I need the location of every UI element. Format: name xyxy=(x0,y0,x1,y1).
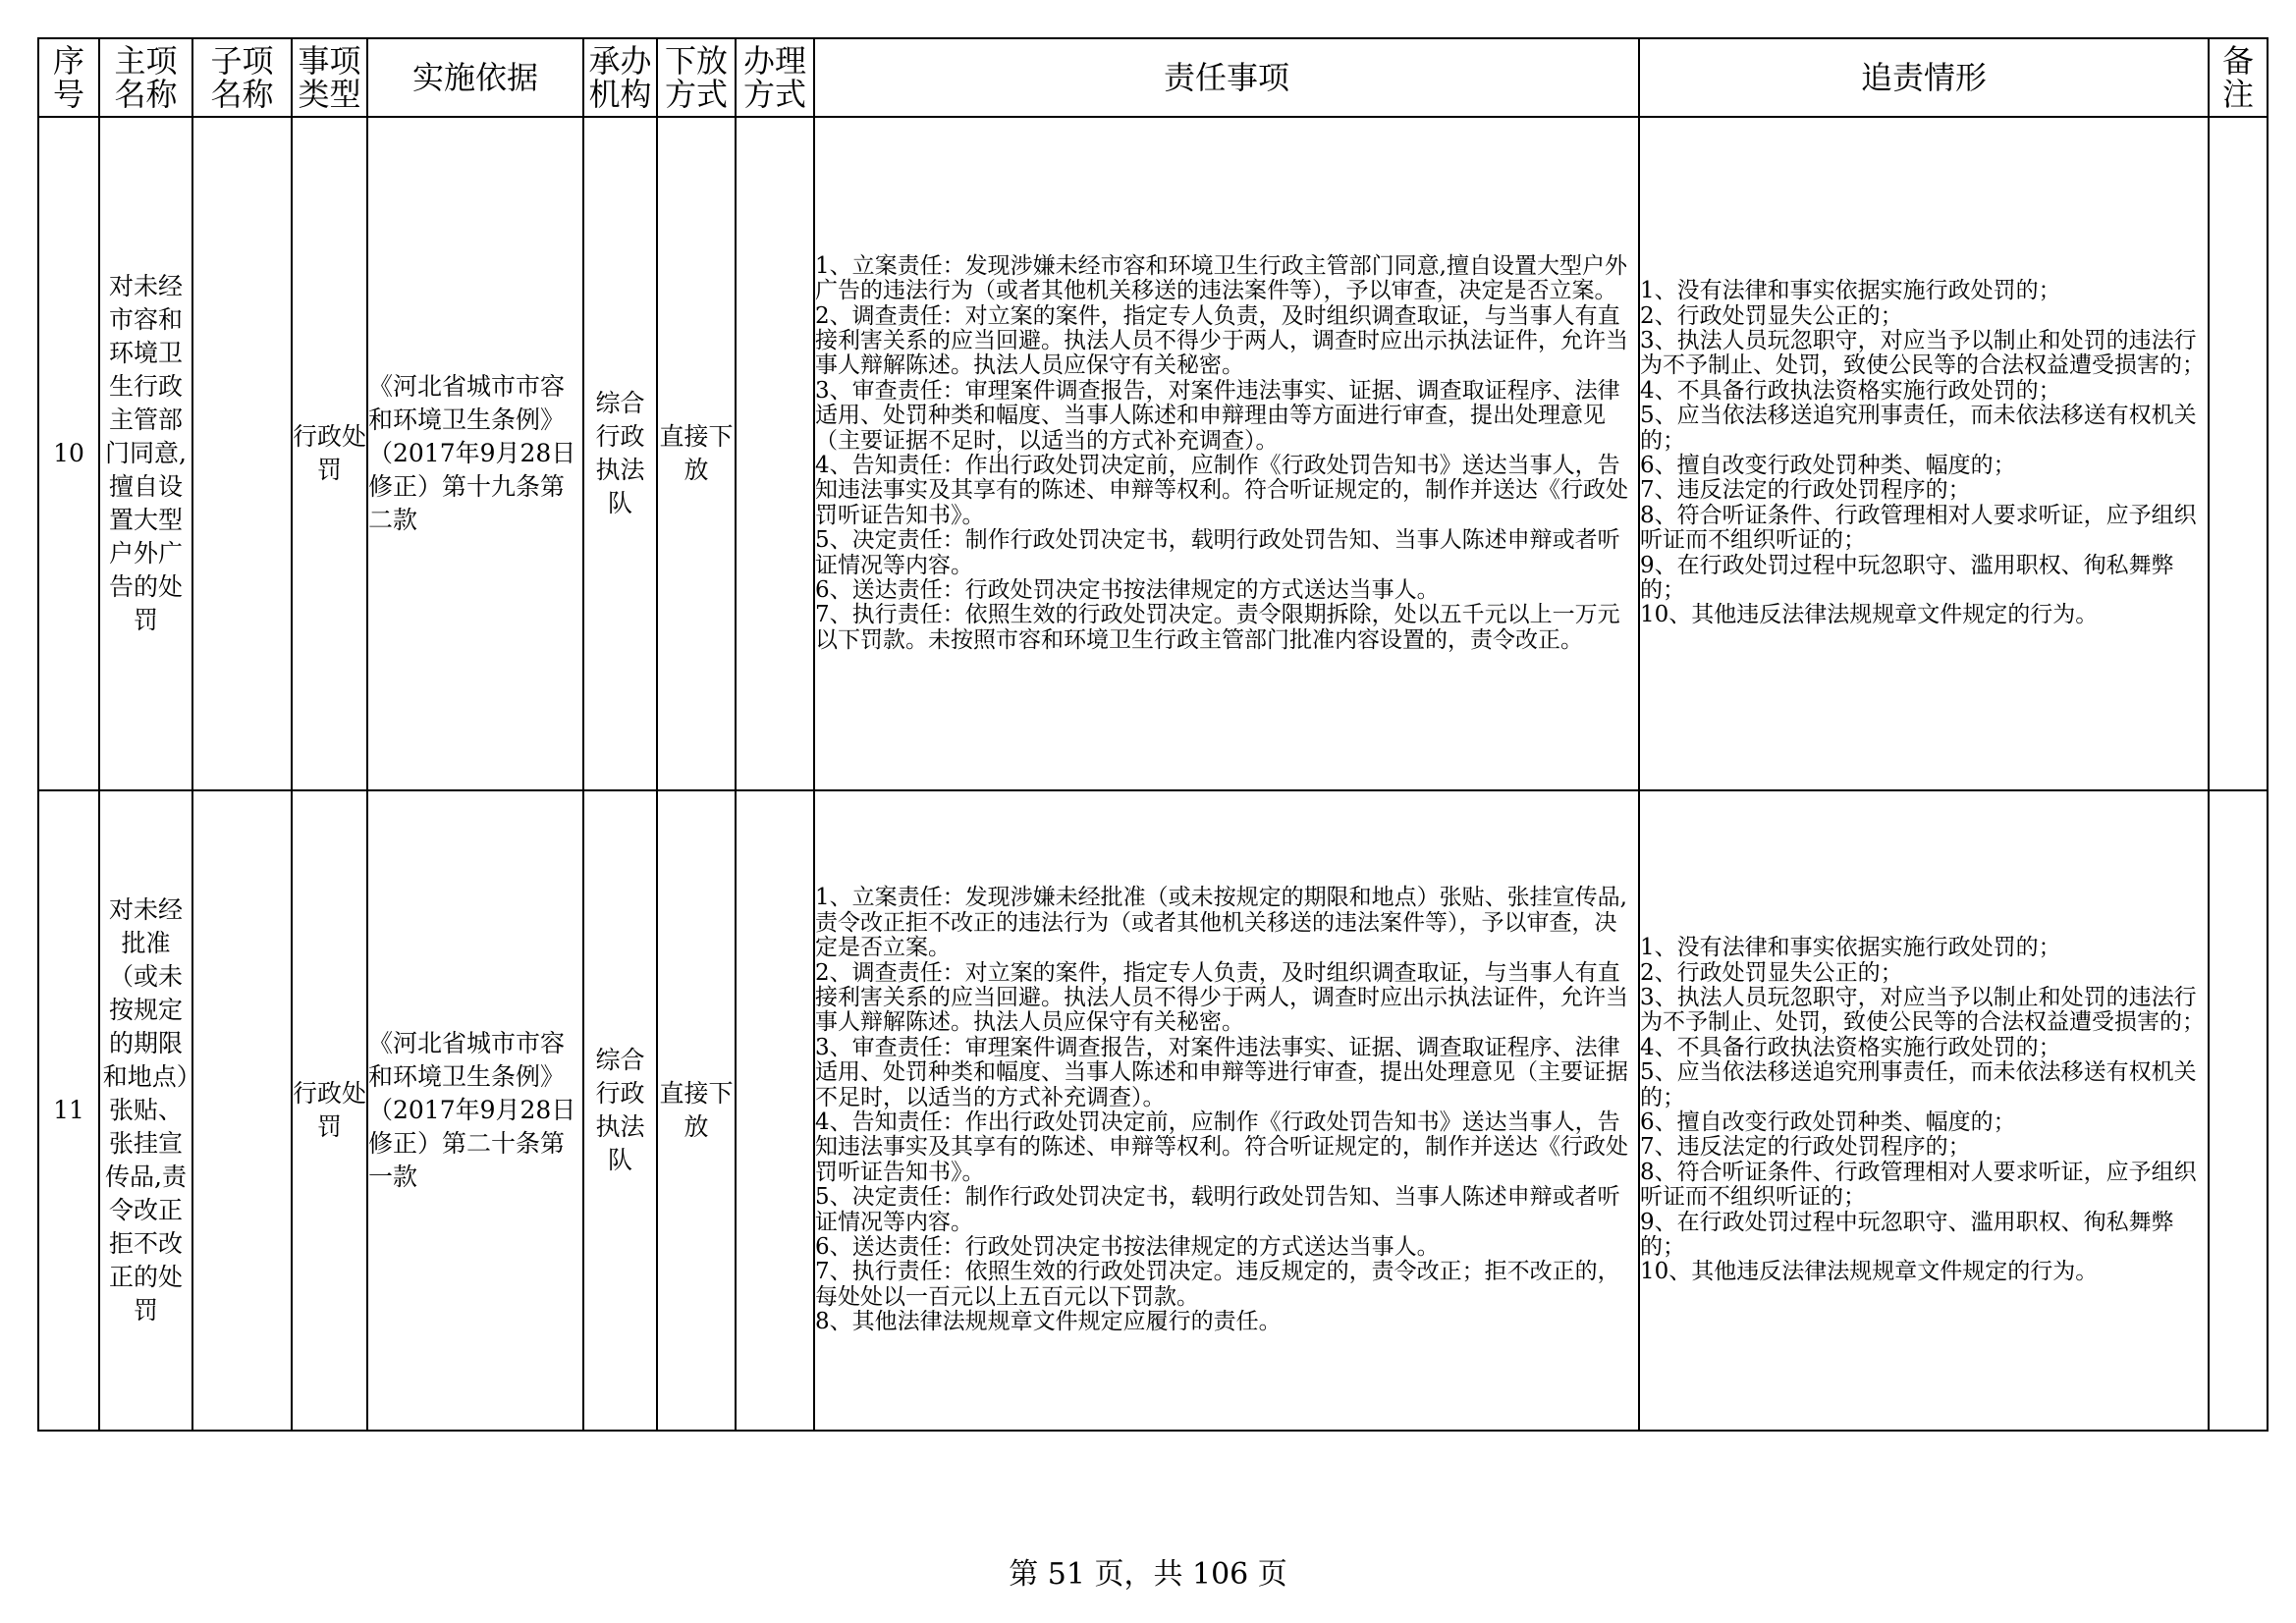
cell-org: 综合行政执法队 xyxy=(583,117,657,790)
page-number: 第 51 页，共 106 页 xyxy=(1009,1557,1287,1592)
cell-sub-name xyxy=(192,790,292,1431)
header-responsibility: 责任事项 xyxy=(814,38,1639,117)
cell-type: 行政处罚 xyxy=(292,790,367,1431)
list-item: 2、调查责任：对立案的案件，指定专人负责，及时组织调查取证，与当事人有直接利害关系的应当回避。执法人员不得少于两人，调查时应出示执法证件，允许当事人辩解陈述。执法人员应保守有关秘密。 xyxy=(815,302,1628,379)
table-row xyxy=(38,117,2268,790)
header-type: 事项 类型 xyxy=(292,38,367,117)
cell-responsibility xyxy=(814,117,1639,790)
cell-basis: 《河北省城市市容和环境卫生条例》（2017年9月28日修正）第二十条第一款 xyxy=(367,790,583,1431)
cell-org: 综合行政执法队 xyxy=(583,790,657,1431)
list-item: 8、符合听证条件、行政管理相对人要求听证，应予组织听证而不组织听证的； xyxy=(1640,1159,2197,1211)
list-item: 3、审查责任：审理案件调查报告，对案件违法事实、证据、调查取证程序、法律适用、处罚种类和幅度、当事人陈述和申辩理由等方面进行审查，提出处理意见（主要证据不足时，以适当的方式补充调查）。 xyxy=(815,377,1620,454)
list-item: 7、执行责任：依照生效的行政处罚决定。责令限期拆除，处以五千元以上一万元以下罚款。未按照市容和环境卫生行政主管部门批准内容设置的，责令改正。 xyxy=(815,602,1620,653)
cell-type: 行政处罚 xyxy=(292,117,367,790)
header-basis: 实施依据 xyxy=(367,38,583,117)
list-item: 8、符合听证条件、行政管理相对人要求听证，应予组织听证而不组织听证的； xyxy=(1640,502,2197,554)
list-item: 5、应当依法移送追究刑事责任，而未依法移送有权机关的； xyxy=(1640,403,2197,454)
header-accountability: 追责情形 xyxy=(1639,38,2209,117)
list-item: 7、执行责任：依照生效的行政处罚决定。违反规定的，责令改正；拒不改正的，每处处以一百元以上五百元以下罚款。 xyxy=(815,1259,1620,1310)
list-item: 5、决定责任：制作行政处罚决定书，载明行政处罚告知、当事人陈述申辩或者听证情况等内容。 xyxy=(815,527,1620,578)
list-item: 3、执法人员玩忽职守，对应当予以制止和处罚的违法行为不予制止、处罚，致使公民等的合法权益遭受损害的； xyxy=(1640,327,2205,379)
header-main-name: 主项 名称 xyxy=(99,38,192,117)
list-item: 2、调查责任：对立案的案件，指定专人负责，及时组织调查取证，与当事人有直接利害关系的应当回避。执法人员不得少于两人，调查时应出示执法证件，允许当事人辩解陈述。执法人员应保守有关秘密。 xyxy=(815,959,1628,1036)
list-item: 4、告知责任：作出行政处罚决定前，应制作《行政处罚告知书》送达当事人，告知违法事实及其享有的陈述、申辩等权利。符合听证规定的，制作并送达《行政处罚听证告知书》。 xyxy=(815,1109,1628,1185)
responsibility-table xyxy=(37,37,2269,1432)
header-sub-name: 子项 名称 xyxy=(192,38,292,117)
list-item: 10、其他违反法律法规规章文件规定的行为。 xyxy=(1640,602,2099,628)
cell-remark xyxy=(2209,790,2268,1431)
header-row xyxy=(38,38,2268,117)
cell-basis: 《河北省城市市容和环境卫生条例》（2017年9月28日修正）第十九条第二款 xyxy=(367,117,583,790)
list-item: 1、没有法律和事实依据实施行政处罚的； xyxy=(1640,935,2061,961)
list-item: 4、不具备行政执法资格实施行政处罚的； xyxy=(1640,377,2061,404)
header-handling: 办理 方式 xyxy=(736,38,814,117)
cell-seq: 10 xyxy=(38,117,99,790)
list-item: 5、决定责任：制作行政处罚决定书，载明行政处罚告知、当事人陈述申辩或者听证情况等内容。 xyxy=(815,1184,1620,1235)
list-item: 8、其他法律法规规章文件规定应履行的责任。 xyxy=(815,1309,1282,1335)
list-item: 10、其他违反法律法规规章文件规定的行为。 xyxy=(1640,1259,2099,1285)
cell-responsibility xyxy=(814,790,1639,1431)
list-item: 1、立案责任：发现涉嫌未经市容和环境卫生行政主管部门同意,擅自设置大型户外广告的违法行为（或者其他机关移送的违法案件等），予以审查，决定是否立案。 xyxy=(815,252,1627,304)
list-item: 9、在行政处罚过程中玩忽职守、滥用职权、徇私舞弊的； xyxy=(1640,552,2174,604)
cell-accountability xyxy=(1639,117,2209,790)
list-item: 7、违反法定的行政处罚程序的； xyxy=(1640,1134,1971,1161)
header-org: 承办 机构 xyxy=(583,38,657,117)
list-item: 4、不具备行政执法资格实施行政处罚的； xyxy=(1640,1034,2061,1060)
list-item: 3、执法人员玩忽职守，对应当予以制止和处罚的违法行为不予制止、处罚，致使公民等的合法权益遭受损害的； xyxy=(1640,984,2205,1036)
list-item: 5、应当依法移送追究刑事责任，而未依法移送有权机关的； xyxy=(1640,1059,2197,1110)
list-item: 3、审查责任：审理案件调查报告，对案件违法事实、证据、调查取证程序、法律适用、处罚种类和幅度、当事人陈述和申辩等进行审查，提出处理意见（主要证据不足时，以适当的方式补充调查）。 xyxy=(815,1034,1628,1110)
list-item: 7、违反法定的行政处罚程序的； xyxy=(1640,477,1971,504)
cell-main-name: 对未经批准（或未按规定的期限和地点）张贴、张挂宣传品,责令改正拒不改正的处罚 xyxy=(99,790,192,1431)
cell-seq: 11 xyxy=(38,790,99,1431)
header-remark: 备 注 xyxy=(2209,38,2268,117)
list-item: 2、行政处罚显失公正的； xyxy=(1640,959,1903,986)
list-item: 6、送达责任：行政处罚决定书按法律规定的方式送达当事人。 xyxy=(815,577,1440,604)
list-item: 6、擅自改变行政处罚种类、幅度的； xyxy=(1640,1109,2016,1135)
list-item: 1、没有法律和事实依据实施行政处罚的； xyxy=(1640,278,2061,304)
header-delegation: 下放 方式 xyxy=(657,38,736,117)
cell-accountability xyxy=(1639,790,2209,1431)
cell-remark xyxy=(2209,117,2268,790)
cell-main-name: 对未经市容和环境卫生行政主管部门同意,擅自设置大型户外广告的处罚 xyxy=(99,117,192,790)
list-item: 1、立案责任：发现涉嫌未经批准（或未按规定的期限和地点）张贴、张挂宣传品,责令改正拒不改正的违法行为（或者其他机关移送的违法案件等），予以审查，决定是否立案。 xyxy=(815,885,1627,961)
list-item: 9、在行政处罚过程中玩忽职守、滥用职权、徇私舞弊的； xyxy=(1640,1209,2174,1261)
list-item: 2、行政处罚显失公正的； xyxy=(1640,302,1903,329)
cell-sub-name xyxy=(192,117,292,790)
cell-handling xyxy=(736,117,814,790)
list-item: 4、告知责任：作出行政处罚决定前，应制作《行政处罚告知书》送达当事人，告知违法事实及其享有的陈述、申辩等权利。符合听证规定的，制作并送达《行政处罚听证告知书》。 xyxy=(815,453,1628,528)
cell-handling xyxy=(736,790,814,1431)
list-item: 6、擅自改变行政处罚种类、幅度的； xyxy=(1640,453,2016,478)
header-seq: 序 号 xyxy=(38,38,99,117)
list-item: 6、送达责任：行政处罚决定书按法律规定的方式送达当事人。 xyxy=(815,1234,1440,1261)
cell-delegation: 直接下放 xyxy=(657,117,736,790)
table-row xyxy=(38,790,2268,1431)
cell-delegation: 直接下放 xyxy=(657,790,736,1431)
